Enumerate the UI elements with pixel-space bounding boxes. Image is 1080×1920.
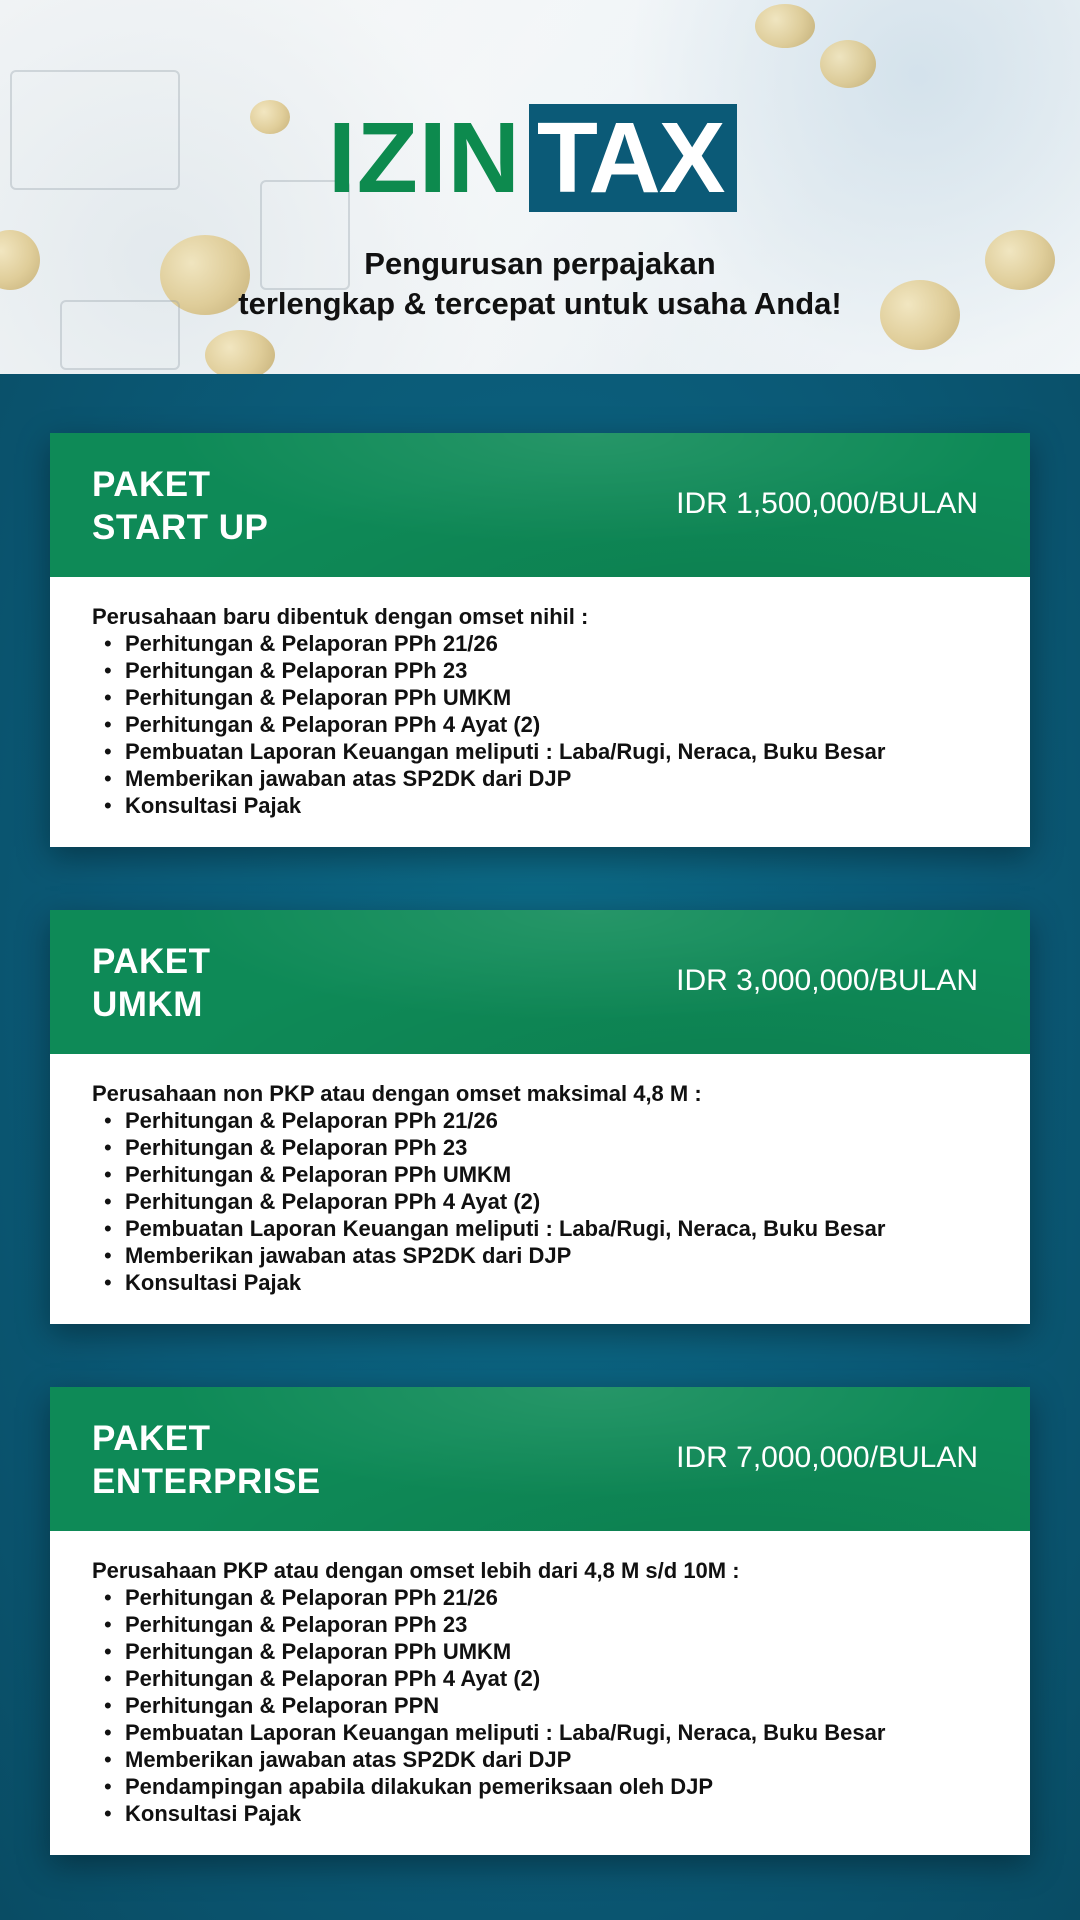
- package-header: [50, 1387, 1030, 1531]
- package-title-line-2: UMKM: [92, 985, 203, 1024]
- feature-item: • Perhitungan & Pelaporan PPh UMKM: [92, 1161, 988, 1188]
- package-description: Perusahaan non PKP atau dengan omset maksimal 4,8 M :: [92, 1081, 702, 1106]
- header-banner: [0, 0, 1080, 374]
- feature-item: • Pembuatan Laporan Keuangan meliputi : Laba/Rugi, Neraca, Buku Besar: [92, 1215, 988, 1242]
- feature-item: • Perhitungan & Pelaporan PPh 23: [92, 1611, 988, 1638]
- package-title-line-1: PAKET: [92, 942, 211, 981]
- feature-list: [92, 630, 988, 819]
- feature-item: • Perhitungan & Pelaporan PPh 4 Ayat (2): [92, 711, 988, 738]
- package-price: IDR 7,000,000/BULAN: [676, 1441, 978, 1474]
- feature-item: • Memberikan jawaban atas SP2DK dari DJP: [92, 1242, 988, 1269]
- coin-decoration: [250, 100, 290, 134]
- coin-decoration: [755, 4, 815, 48]
- feature-item: • Perhitungan & Pelaporan PPh 23: [92, 657, 988, 684]
- package-title: [92, 1417, 321, 1503]
- package-title-line-1: PAKET: [92, 465, 211, 504]
- coin-decoration: [820, 40, 876, 88]
- package-price: IDR 1,500,000/BULAN: [676, 487, 978, 520]
- package-description: Perusahaan baru dibentuk dengan omset nihil :: [92, 604, 589, 629]
- logo-izin-text: IZIN: [328, 102, 521, 214]
- package-title-line-1: PAKET: [92, 1419, 211, 1458]
- package-body: [50, 1054, 1030, 1324]
- package-title: [92, 463, 268, 549]
- package-card-umkm: [50, 910, 1030, 1324]
- tagline-line-2: terlengkap & tercepat untuk usaha Anda!: [238, 286, 842, 321]
- feature-item: • Perhitungan & Pelaporan PPh 21/26: [92, 1107, 988, 1134]
- tagline-line-1: Pengurusan perpajakan: [364, 246, 716, 281]
- feature-item: • Memberikan jawaban atas SP2DK dari DJP: [92, 765, 988, 792]
- package-description: Perusahaan PKP atau dengan omset lebih dari 4,8 M s/d 10M :: [92, 1558, 740, 1583]
- package-title-line-2: START UP: [92, 508, 269, 547]
- package-title-line-2: ENTERPRISE: [92, 1462, 321, 1501]
- logo-tax-text: TAX: [529, 104, 738, 212]
- package-title: [92, 940, 211, 1026]
- package-body: [50, 577, 1030, 847]
- feature-item: • Perhitungan & Pelaporan PPh 21/26: [92, 1584, 988, 1611]
- feature-item: • Pendampingan apabila dilakukan pemeriksaan oleh DJP: [92, 1773, 988, 1800]
- package-header: [50, 433, 1030, 577]
- izintax-logo: [328, 104, 737, 212]
- feature-item: • Perhitungan & Pelaporan PPN: [92, 1692, 988, 1719]
- feature-item: • Perhitungan & Pelaporan PPh 21/26: [92, 630, 988, 657]
- feature-item: • Konsultasi Pajak: [92, 792, 988, 819]
- feature-item: • Konsultasi Pajak: [92, 1269, 988, 1296]
- feature-item: • Perhitungan & Pelaporan PPh 23: [92, 1134, 988, 1161]
- chart-doodle: [10, 70, 180, 190]
- feature-item: • Perhitungan & Pelaporan PPh UMKM: [92, 684, 988, 711]
- feature-item: • Pembuatan Laporan Keuangan meliputi : Laba/Rugi, Neraca, Buku Besar: [92, 738, 988, 765]
- feature-item: • Perhitungan & Pelaporan PPh 4 Ayat (2): [92, 1188, 988, 1215]
- feature-item: • Pembuatan Laporan Keuangan meliputi : Laba/Rugi, Neraca, Buku Besar: [92, 1719, 988, 1746]
- package-card-startup: [50, 433, 1030, 847]
- tagline: [0, 244, 1080, 324]
- feature-list: [92, 1107, 988, 1296]
- feature-item: • Perhitungan & Pelaporan PPh UMKM: [92, 1638, 988, 1665]
- feature-item: • Konsultasi Pajak: [92, 1800, 988, 1827]
- feature-item: • Memberikan jawaban atas SP2DK dari DJP: [92, 1746, 988, 1773]
- package-price: IDR 3,000,000/BULAN: [676, 964, 978, 997]
- coin-decoration: [205, 330, 275, 374]
- package-body: [50, 1531, 1030, 1855]
- package-header: [50, 910, 1030, 1054]
- feature-item: • Perhitungan & Pelaporan PPh 4 Ayat (2): [92, 1665, 988, 1692]
- feature-list: [92, 1584, 988, 1827]
- package-card-enterprise: [50, 1387, 1030, 1855]
